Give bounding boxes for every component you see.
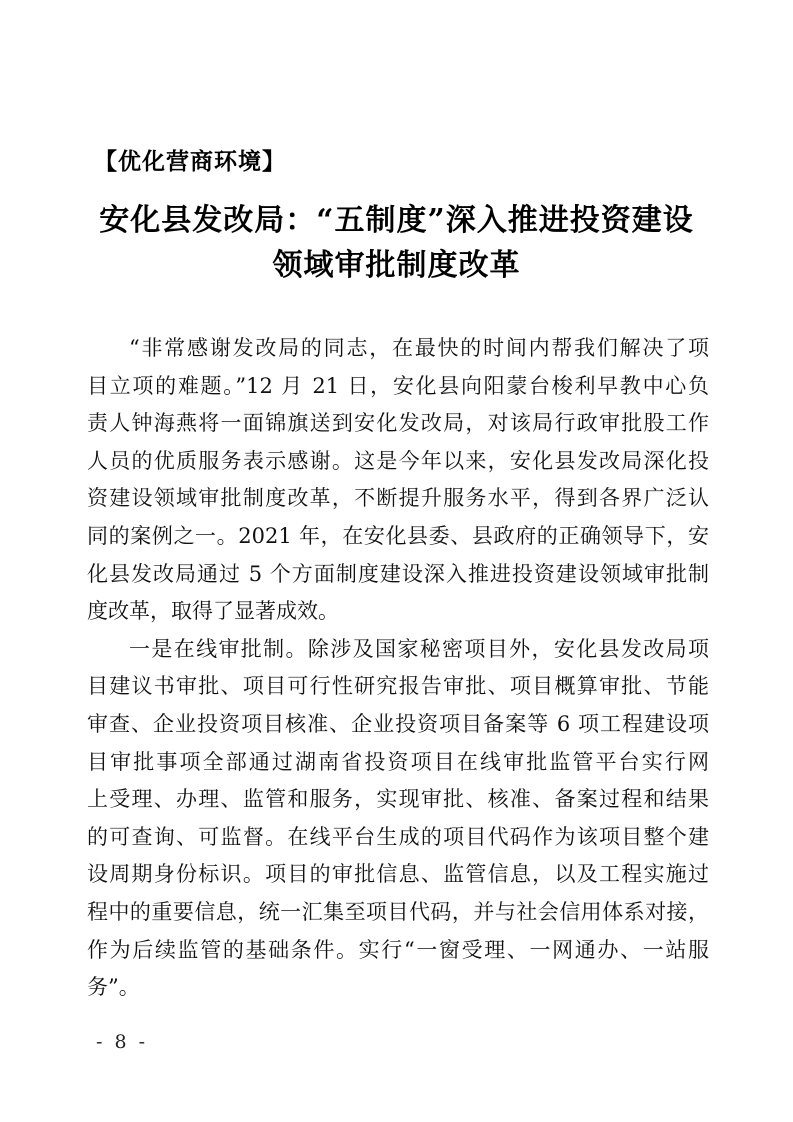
page-number: - 8 - bbox=[96, 1031, 149, 1053]
text-line: 设周期身份标识。项目的审批信息、监管信息，以及工程实施过 bbox=[87, 862, 709, 887]
text-line: 的可查询、可监督。在线平台生成的项目代码作为该项目整个建 bbox=[87, 824, 709, 849]
text-line: 程中的重要信息，统一汇集至项目代码，并与社会信用体系对接， bbox=[87, 899, 709, 924]
section-tag: 【优化营商环境】 bbox=[94, 149, 286, 175]
text-line: 审查、企业投资项目核准、企业投资项目备案等 6 项工程建设项 bbox=[87, 711, 709, 736]
text-line: 目审批事项全部通过湖南省投资项目在线审批监管平台实行网 bbox=[87, 749, 709, 774]
text-line: 化县发改局通过 5 个方面制度建设深入推进投资建设领域审批制 bbox=[87, 561, 709, 586]
text-line: “非常感谢发改局的同志，在最快的时间内帮我们解决了项 bbox=[129, 336, 709, 360]
title-line-1: 安化县发改局：“五制度”深入推进投资建设 bbox=[99, 203, 694, 238]
text-line: 上受理、办理、监管和服务，实现审批、核准、备案过程和结果 bbox=[87, 787, 709, 812]
text-line: 作为后续监管的基础条件。实行“一窗受理、一网通办、一站服 bbox=[87, 937, 709, 962]
text-line: 务”。 bbox=[87, 975, 140, 1000]
text-line: 目立项的难题。”12 月 21 日，安化县向阳蒙台梭利早教中心负 bbox=[87, 373, 709, 398]
body-text bbox=[87, 330, 709, 1007]
text-line: 同的案例之一。2021 年，在安化县委、县政府的正确领导下，安 bbox=[87, 523, 709, 548]
document-title bbox=[60, 198, 733, 288]
text-line: 度改革，取得了显著成效。 bbox=[87, 599, 339, 624]
text-line: 责人钟海燕将一面锦旗送到安化发改局，对该局行政审批股工作 bbox=[87, 411, 709, 436]
text-line: 一是在线审批制。除涉及国家秘密项目外，安化县发改局项 bbox=[129, 636, 709, 661]
text-line: 目建议书审批、项目可行性研究报告审批、项目概算审批、节能 bbox=[87, 674, 709, 699]
text-line: 资建设领域审批制度改革，不断提升服务水平，得到各界广泛认 bbox=[87, 486, 709, 511]
text-line: 人员的优质服务表示感谢。这是今年以来，安化县发改局深化投 bbox=[87, 448, 709, 473]
title-line-2: 领域审批制度改革 bbox=[272, 248, 521, 283]
